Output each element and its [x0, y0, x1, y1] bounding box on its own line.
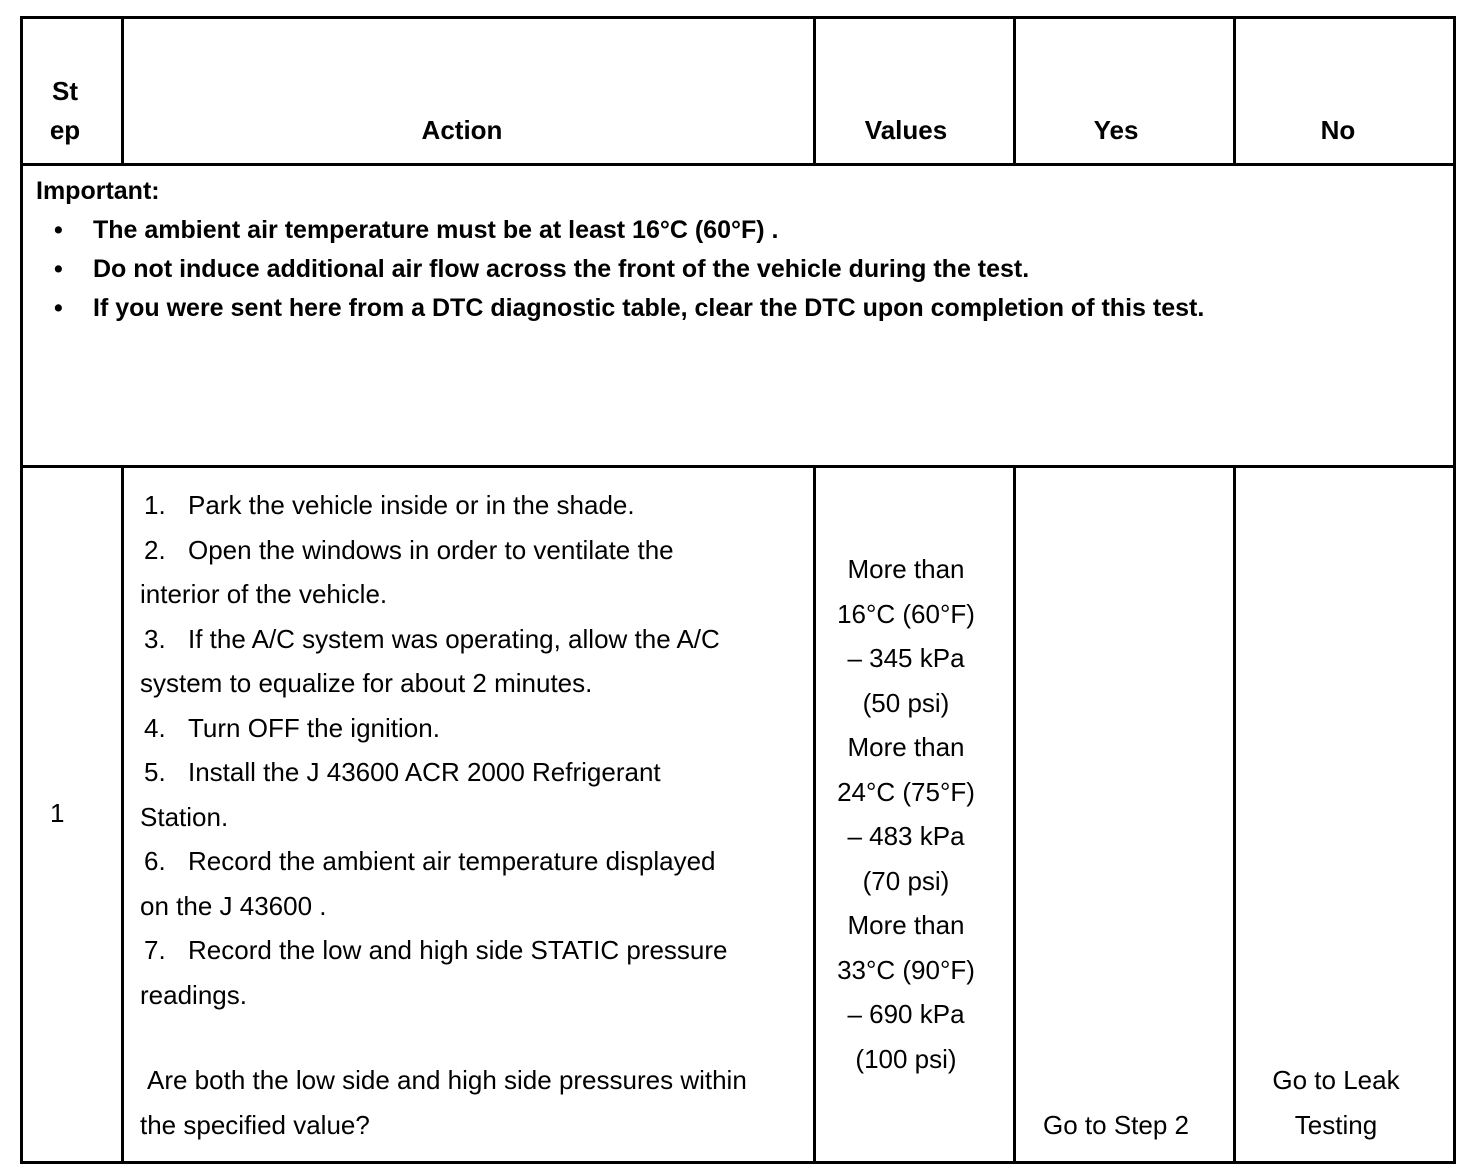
action-step: [140, 706, 750, 751]
value-line: 24°C (75°F): [837, 776, 975, 807]
value-line: More than: [847, 554, 965, 584]
step-text: Record the ambient air temperature displayed on the J 43600 .: [140, 846, 716, 921]
header-step-line-1: St: [52, 76, 78, 106]
important-item-text: If you were sent here from a DTC diagnostic table, clear the DTC upon completion of this test.: [93, 294, 1205, 322]
action-step: [140, 750, 750, 839]
step-number: 6.: [144, 846, 166, 876]
header-step: [20, 72, 110, 150]
diagnostic-table: [20, 16, 1456, 1164]
value-line: More than: [847, 732, 965, 762]
row1-values-cell: [816, 547, 996, 1081]
important-notice: [36, 172, 1436, 328]
header-values: Values: [864, 115, 948, 145]
important-item: [36, 289, 1436, 328]
row1-yes-link[interactable]: Go to Step 2: [1043, 1110, 1189, 1140]
header-no: No: [1320, 115, 1356, 145]
action-step: [140, 528, 750, 617]
step-text: Open the windows in order to ventilate the interior of the vehicle.: [140, 534, 674, 609]
action-step: [140, 617, 750, 706]
table-border-left: [20, 16, 23, 1164]
important-item-text: Do not induce additional air flow across the front of the vehicle during the test.: [93, 255, 1030, 283]
action-step: [140, 839, 750, 928]
bullet-icon: •: [54, 255, 63, 283]
step-text: Park the vehicle inside or in the shade.: [188, 490, 635, 520]
no-link-line-2: Testing: [1294, 1109, 1378, 1140]
step-number: 7.: [144, 935, 166, 965]
value-line: 16°C (60°F): [837, 598, 975, 629]
step-number: 5.: [144, 757, 166, 787]
table-border-right: [1453, 16, 1456, 1164]
header-step-line-2: ep: [49, 115, 81, 145]
important-item: [36, 211, 1436, 250]
table-border-bottom: [20, 1161, 1456, 1164]
action-steps-list: [140, 483, 750, 1017]
col-divider-values-row1: [1013, 465, 1016, 1164]
header-action: Action: [421, 115, 503, 145]
important-divider: [20, 465, 1456, 468]
important-item-text: The ambient air temperature must be at least 16°C (60°F) .: [93, 216, 779, 244]
value-line: – 483 kPa: [847, 821, 965, 851]
row1-step-number: 1: [50, 798, 65, 828]
step-text: Install the J 43600 ACR 2000 Refrigerant Station.: [140, 757, 661, 832]
step-number: 2.: [144, 534, 166, 565]
bullet-icon: •: [54, 294, 63, 322]
row1-question: [140, 1058, 750, 1147]
step-text: If the A/C system was operating, allow the A/C system to equalize for about 2 minutes.: [140, 623, 720, 698]
bullet-icon: •: [54, 216, 63, 244]
step-number: 1.: [144, 490, 166, 520]
value-line: 33°C (90°F): [837, 954, 975, 985]
value-line: – 345 kPa: [847, 643, 965, 673]
question-text: Are both the low side and high side pressures within the specified value?: [140, 1065, 747, 1140]
row1-action-cell: [140, 483, 750, 1017]
action-step: [140, 483, 750, 528]
col-divider-step-row1: [121, 465, 124, 1164]
header-yes: Yes: [1093, 115, 1139, 145]
step-text: Record the low and high side STATIC pressure readings.: [140, 935, 728, 1010]
important-list: [36, 211, 1436, 328]
no-link-line-1: Go to Leak: [1272, 1065, 1400, 1095]
value-line: (70 psi): [862, 865, 950, 896]
value-line: More than: [847, 910, 965, 940]
value-line: (100 psi): [855, 1043, 957, 1074]
important-title: Important:: [36, 177, 160, 205]
value-line: – 690 kPa: [847, 999, 965, 1029]
important-item: [36, 250, 1436, 289]
step-number: 3.: [144, 623, 166, 654]
action-step: [140, 928, 750, 1017]
step-number: 4.: [144, 712, 166, 743]
row1-no-link[interactable]: [1236, 1058, 1436, 1147]
header-divider: [20, 163, 1456, 166]
step-text: Turn OFF the ignition.: [188, 712, 440, 743]
value-line: (50 psi): [862, 687, 950, 718]
table-border-top: [20, 16, 1456, 19]
